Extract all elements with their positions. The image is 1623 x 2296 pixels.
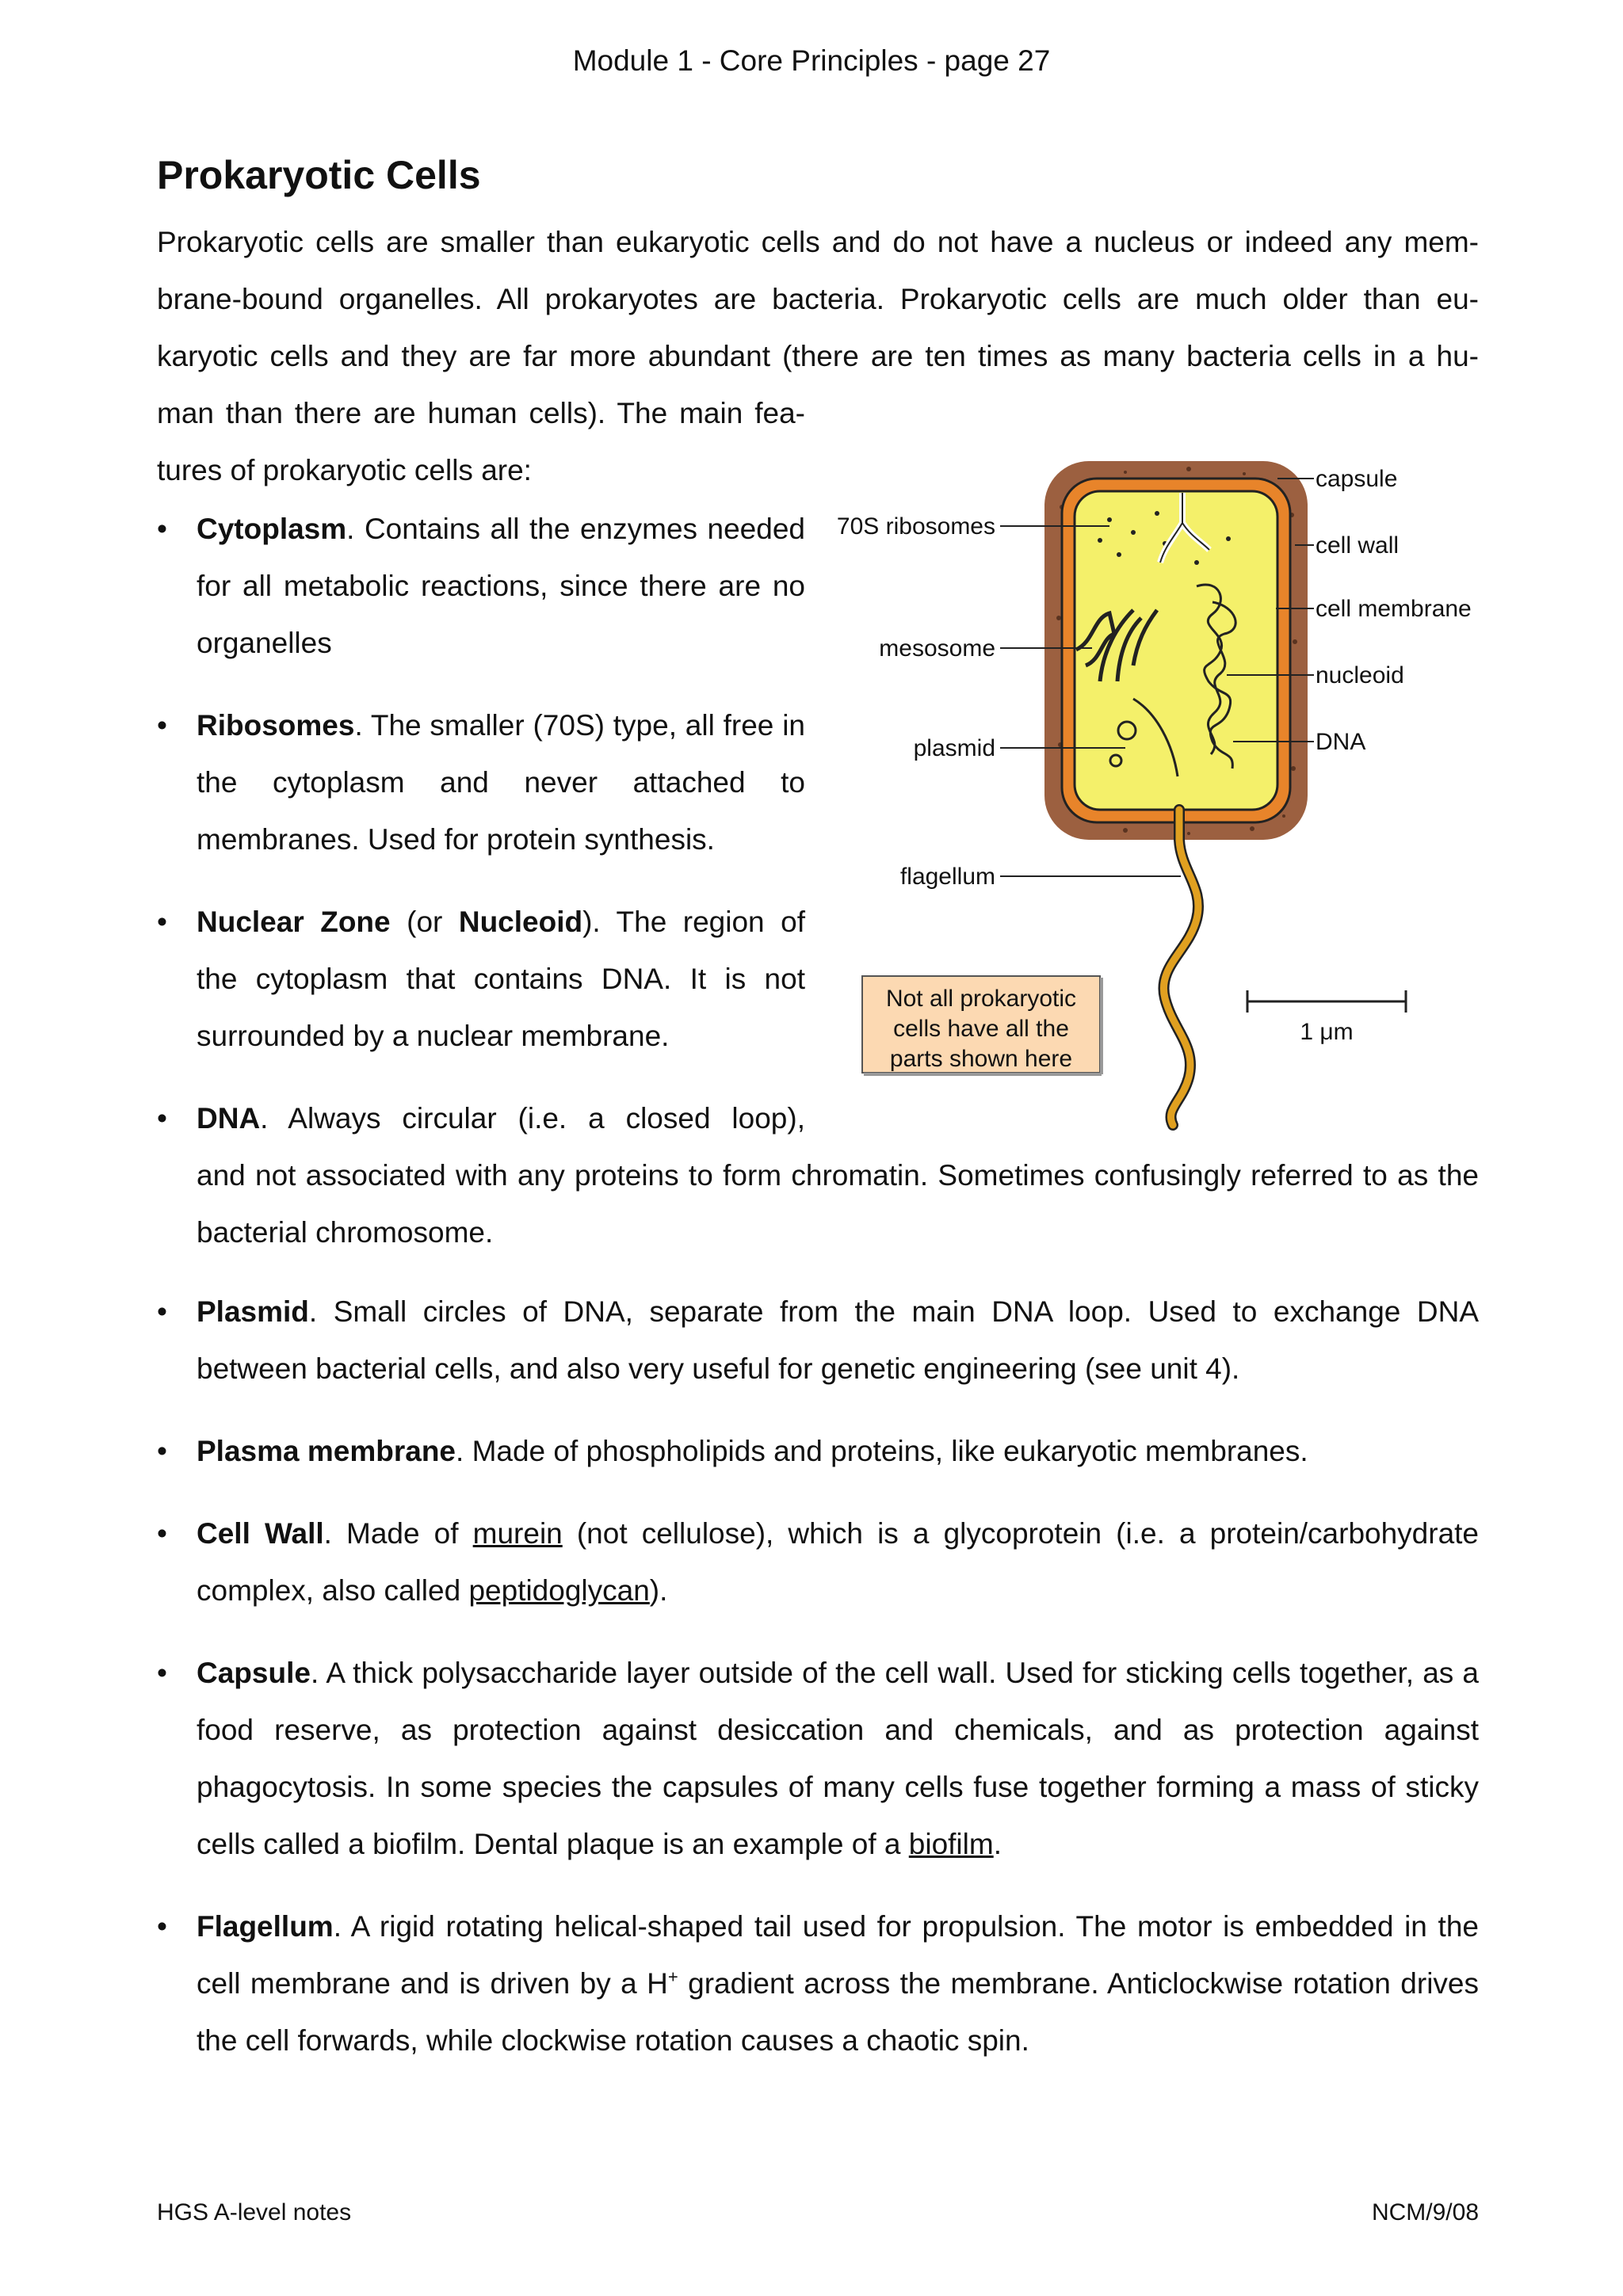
footer-left: HGS A-level notes [157, 2199, 352, 2225]
desc-flagellum-1: . A rigid rotating helical-shaped tail used for propulsion. The motor is embedded in the cell membrane and is driven by a H [197, 1910, 1479, 2000]
term-capsule: Capsule [197, 1657, 311, 1689]
bullet-icon: • [157, 1435, 167, 1467]
desc-flagellum-2: gradient across the membrane. Anticlockwise rotation drives the cell forwards, while clockwise rotation causes a chaotic spin. [197, 1967, 1479, 2057]
label-ribosomes: 70S ribosomes [836, 513, 995, 540]
term-nuclear-zone: Nuclear Zone [197, 906, 391, 938]
term-cytoplasm: Cytoplasm [197, 513, 347, 545]
term-cell-wall: Cell Wall [197, 1517, 324, 1550]
desc-cytoplasm: . Contains all the enzymes needed for all metabolic reactions, since there are no organelles [197, 513, 805, 659]
link-peptidoglycan: peptidoglycan [468, 1574, 650, 1607]
term-plasmid: Plasmid [197, 1295, 309, 1328]
bullet-icon: • [157, 1910, 167, 1943]
list-item-plasmid [157, 1283, 1479, 1398]
bullet-icon: • [157, 709, 167, 742]
scale-label: 1 μm [1300, 1019, 1354, 1045]
desc-nuclear-zone-mid: (or [390, 906, 459, 938]
label-plasmid: plasmid [913, 735, 995, 761]
page-header: Module 1 - Core Principles - page 27 [572, 44, 1051, 77]
superscript-plus: + [667, 1966, 678, 1987]
bullet-icon: • [157, 1102, 167, 1135]
term-ribosomes: Ribosomes [197, 709, 355, 742]
desc-ribosomes: . The smaller (70S) type, all free in the cytoplasm and never attached to membranes. Used for protein synthesis. [197, 709, 805, 856]
desc-nuclear-zone: ). The region of the cytoplasm that contains DNA. It is not surrounded by a nuclear membrane. [197, 906, 805, 1052]
desc-cell-wall-2: (not cellulose), which is a glycoprotein (i.e. a protein/carbohydrate complex, also called [197, 1517, 1480, 1607]
list-item-dna-cont [157, 1147, 1479, 1261]
desc-cell-wall-1: . Made of [323, 1517, 473, 1550]
desc-capsule-2: . [993, 1828, 1002, 1860]
label-capsule: capsule [1316, 466, 1398, 492]
desc-plasma-membrane: . Made of phospholipids and proteins, like eukaryotic membranes. [456, 1435, 1308, 1467]
label-cell-membrane: cell membrane [1316, 596, 1472, 622]
bullet-icon: • [157, 1517, 167, 1550]
intro-line-1: Prokaryotic cells are smaller than eukaryotic cells and do not have a nucleus or indeed any mem- [157, 226, 1479, 258]
intro-line-4: man than there are human cells). The main fea- [157, 397, 805, 429]
intro-line-3: karyotic cells and they are far more abundant (there are ten times as many bacteria cells in a hu- [157, 340, 1479, 372]
term-flagellum: Flagellum [197, 1910, 334, 1943]
term-dna: DNA [197, 1102, 261, 1135]
list-item-ribosomes [157, 697, 805, 868]
label-dna: DNA [1316, 729, 1366, 755]
footer-right: NCM/9/08 [1371, 2199, 1479, 2225]
intro-line-5: tures of prokaryotic cells are: [157, 454, 532, 486]
list-item-dna [157, 1090, 805, 1147]
prokaryotic-cell-diagram [824, 444, 1490, 1141]
list-item-cell-wall [157, 1505, 1479, 1619]
bullet-icon: • [157, 1295, 167, 1328]
note-line-3: parts shown here [889, 1046, 1073, 1072]
intro-line-2: brane-bound organelles. All prokaryotes are bacteria. Prokaryotic cells are much older than eu- [157, 283, 1479, 315]
list-item-plasma-membrane [157, 1423, 1479, 1480]
list-item-nuclear-zone [157, 894, 805, 1065]
desc-cell-wall-3: ). [649, 1574, 668, 1607]
note-line-1: Not all prokaryotic [885, 986, 1077, 1012]
desc-dna-line1: . Always circular (i.e. a closed loop), [260, 1102, 805, 1135]
bullet-icon: • [157, 513, 167, 545]
note-line-2: cells have all the [893, 1016, 1069, 1042]
label-nucleoid: nucleoid [1316, 662, 1404, 688]
bullet-icon: • [157, 1657, 167, 1689]
term-nucleoid: Nucleoid [458, 906, 583, 938]
label-flagellum: flagellum [899, 864, 995, 890]
desc-dna-rest: and not associated with any proteins to form chromatin. Sometimes confusingly referred to as the bacterial chromosome. [197, 1159, 1479, 1249]
label-mesosome: mesosome [879, 635, 995, 662]
list-item-capsule [157, 1645, 1479, 1873]
bullet-icon: • [157, 906, 167, 938]
page-title: Prokaryotic Cells [157, 153, 481, 197]
list-item-flagellum [157, 1898, 1479, 2069]
desc-capsule-1: . A thick polysaccharide layer outside of the cell wall. Used for sticking cells together, as a food reserve, as protection against desiccation and chemicals, and as protection against phagocytosis. In some species the capsules of many cells fuse together forming a mass of sticky cells called a biofilm. Dental plaque is an example of a [197, 1657, 1479, 1860]
link-murein: murein [472, 1517, 563, 1550]
list-item-cytoplasm [157, 501, 805, 672]
desc-plasmid: . Small circles of DNA, separate from the main DNA loop. Used to exchange DNA between bacterial cells, and also very useful for genetic engineering (see unit 4). [197, 1295, 1479, 1385]
term-plasma-membrane: Plasma membrane [197, 1435, 456, 1467]
label-cell-wall: cell wall [1316, 532, 1400, 559]
link-biofilm: biofilm [908, 1828, 994, 1860]
scale-bar [1247, 990, 1406, 1013]
